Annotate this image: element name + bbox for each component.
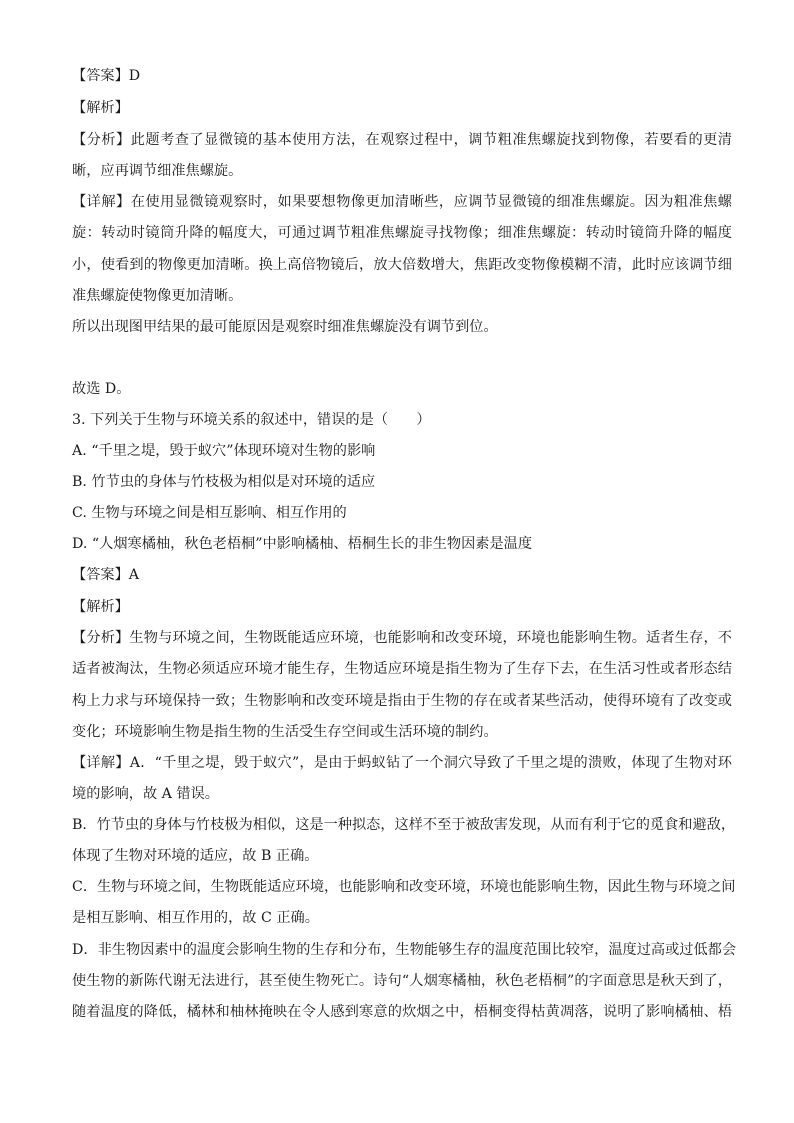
analysis-text-line: 构上力求与环境保持一致；生物影响和改变环境是指由于生物的存在或者某些活动，使得环境有了改变或 xyxy=(72,693,732,709)
analysis-text-line: 【分析】此题考查了显微镜的基本使用方法，在观察过程中，调节粗准焦螺旋找到物像，若要看的更清 xyxy=(72,132,732,148)
question-3-stem: 3. 下列关于生物与环境关系的叙述中，错误的是（ ） xyxy=(72,412,431,428)
detail-text-line: D．非生物因素中的温度会影响生物的生存和分布，生物能够生存的温度范围比较窄，温度过高或过低都会 xyxy=(72,942,737,958)
option-c: C. 生物与环境之间是相互影响、相互作用的 xyxy=(72,505,347,521)
detail-text-line: 【详解】A．“千里之堤，毁于蚁穴”，是由于蚂蚁钻了一个洞穴导致了千里之堤的溃败，体现了生物对环 xyxy=(72,755,732,771)
detail-text-line: 准焦螺旋使物像更加清晰。 xyxy=(72,288,243,304)
detail-text-line: 是相互影响、相互作用的，故 C 正确。 xyxy=(72,910,319,926)
conclusion-line: 故选 D。 xyxy=(72,381,131,397)
detail-text-line: 【详解】在使用显微镜观察时，如果要想物像更加清晰些，应调节显微镜的细准焦螺旋。因为粗准焦螺 xyxy=(72,194,732,210)
detail-text-line: C．生物与环境之间，生物既能适应环境，也能影响和改变环境，环境也能影响生物，因此生物与环境之间 xyxy=(72,879,736,895)
detail-text-line: 旋：转动时镜筒升降的幅度大，可通过调节粗准焦螺旋寻找物像；细准焦螺旋：转动时镜筒升降的幅度 xyxy=(72,225,732,241)
option-b: B. 竹节虫的身体与竹枝极为相似是对环境的适应 xyxy=(72,474,376,490)
detail-text-line: 随着温度的降低，橘林和柚林掩映在令人感到寒意的炊烟之中，梧桐变得枯黄凋落，说明了影响橘柚、梧 xyxy=(72,1004,732,1020)
option-d: D. “人烟寒橘柚，秋色老梧桐”中影响橘柚、梧桐生长的非生物因素是温度 xyxy=(72,536,533,552)
analysis-text-line: 【分析】生物与环境之间，生物既能适应环境，也能影响和改变环境，环境也能影响生物。适者生存，不 xyxy=(72,630,732,646)
detail-text-line: B．竹节虫的身体与竹枝极为相似，这是一种拟态，这样不至于被敌害发现，从而有利于它的觅食和避敌， xyxy=(72,817,736,833)
answer-label-q3: 【答案】A xyxy=(72,567,139,583)
detail-text-line: 境的影响，故 A 错误。 xyxy=(72,786,219,802)
analysis-label-q2: 【解析】 xyxy=(72,100,129,116)
analysis-label-q3: 【解析】 xyxy=(72,599,129,615)
analysis-text-line: 变化；环境影响生物是指生物的生活受生存空间或生活环境的制约。 xyxy=(72,724,498,740)
answer-label-q2: 【答案】D xyxy=(72,68,141,84)
detail-text-line: 所以出现图甲结果的最可能原因是观察时细准焦螺旋没有调节到位。 xyxy=(72,319,498,335)
detail-text-line: 小，使看到的物像更加清晰。换上高倍物镜后，放大倍数增大，焦距改变物像模糊不清，此时应该调节细 xyxy=(72,257,732,273)
option-a: A. “千里之堤，毁于蚁穴”体现环境对生物的影响 xyxy=(72,443,376,459)
detail-text-line: 体现了生物对环境的适应，故 B 正确。 xyxy=(72,848,319,864)
analysis-text-line: 晰，应再调节细准焦螺旋。 xyxy=(72,163,243,179)
analysis-text-line: 适者被淘汰，生物必须适应环境才能生存，生物适应环境是指生物为了生存下去，在生活习性或者形态结 xyxy=(72,661,732,677)
detail-text-line: 使生物的新陈代谢无法进行，甚至使生物死亡。诗句“人烟寒橘柚，秋色老梧桐”的字面意思是秋天到了， xyxy=(72,973,732,989)
